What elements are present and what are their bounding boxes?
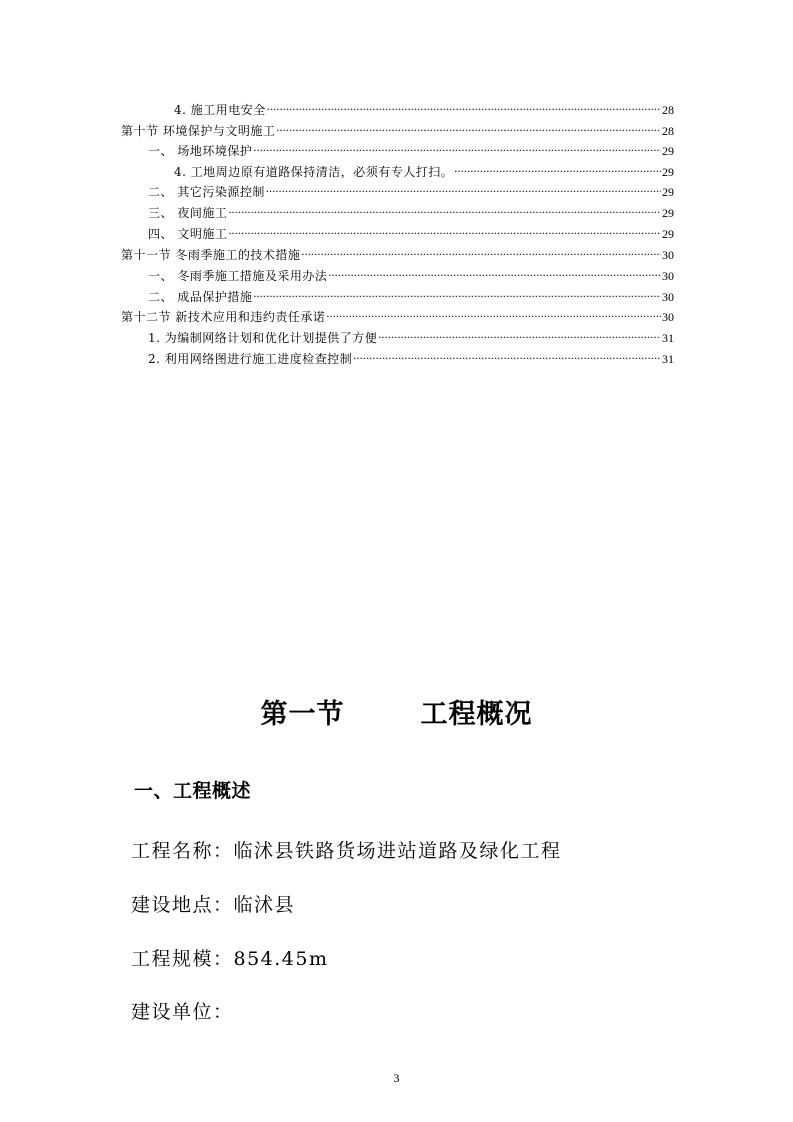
toc-entry[interactable] [174,160,674,179]
toc-entry-page: 29 [662,165,674,179]
toc-dot-leader [301,243,661,259]
toc-entry-label: 一、 冬雨季施工措施及采用办法 [148,269,328,283]
toc-entry[interactable] [121,243,674,262]
toc-entry-label: 第十二节 新技术应用和违约责任承诺 [121,310,326,324]
toc-entry[interactable] [121,305,674,324]
toc-entry-label: 第十节 环境保护与文明施工 [121,124,276,138]
toc-entry-page: 30 [662,269,674,283]
section-title [0,692,793,731]
section-title-text: 工程概况 [420,699,533,730]
subsection-heading: 一、工程概述 [134,780,252,802]
toc-entry-page: 31 [662,352,674,366]
toc-dot-leader [378,326,661,342]
toc-dot-leader [228,222,661,238]
toc-entry[interactable] [148,139,674,158]
toc-entry-page: 29 [662,185,674,199]
project-name-paragraph: 工程名称：临沭县铁路货场进站道路及绿化工程 [131,840,562,862]
toc-entry-label: 第十一节 冬雨季施工的技术措施 [121,248,301,262]
toc-dot-leader [253,285,661,301]
toc-dot-leader [353,347,661,363]
toc-entry-label: 一、 场地环境保护 [148,144,253,158]
toc-entry-page: 31 [662,331,674,345]
toc-entry[interactable] [148,180,674,199]
toc-entry-label: 4. 施工用电安全 [174,103,266,117]
toc-entry[interactable] [121,119,674,138]
toc-entry[interactable] [174,98,674,117]
toc-entry-page: 30 [662,248,674,262]
toc-entry-label: 二、 成品保护措施 [148,290,253,304]
toc-entry-label: 2. 利用网络图进行施工进度检查控制 [148,352,353,366]
construction-site-paragraph: 建设地点：临沭县 [131,894,296,916]
toc-entry-label: 四、 文明施工 [148,227,228,241]
toc-entry-page: 30 [662,310,674,324]
toc-dot-leader [276,119,661,135]
toc-entry-label: 三、 夜间施工 [148,206,228,220]
toc-entry-page: 29 [662,144,674,158]
toc-dot-leader [326,305,661,321]
toc-entry-page: 28 [662,124,674,138]
toc-entry[interactable] [148,201,674,220]
toc-entry-label: 二、 其它污染源控制 [148,185,265,199]
toc-entry[interactable] [148,347,674,366]
toc-entry-page: 29 [662,206,674,220]
toc-entry[interactable] [148,222,674,241]
construction-unit-paragraph: 建设单位： [131,1001,234,1023]
toc-entry-page: 30 [662,290,674,304]
page-number: 3 [393,1071,400,1085]
toc-dot-leader [228,201,661,217]
toc-entry-label: 1. 为编制网络计划和优化计划提供了方便 [148,331,378,345]
toc-entry[interactable] [148,285,674,304]
toc-entry-label: 4. 工地周边原有道路保持清洁，必须有专人打扫。 [174,165,454,179]
toc-dot-leader [266,180,661,196]
toc-dot-leader [328,264,661,280]
toc-dot-leader [454,160,661,176]
project-scale-paragraph: 工程规模：854.45m [131,948,329,970]
toc-dot-leader [267,98,661,114]
toc-entry[interactable] [148,326,674,345]
toc-entry[interactable] [148,264,674,283]
toc-entry-page: 28 [662,103,674,117]
section-number: 第一节 [260,699,345,730]
toc-entry-page: 29 [662,227,674,241]
toc-dot-leader [253,139,661,155]
